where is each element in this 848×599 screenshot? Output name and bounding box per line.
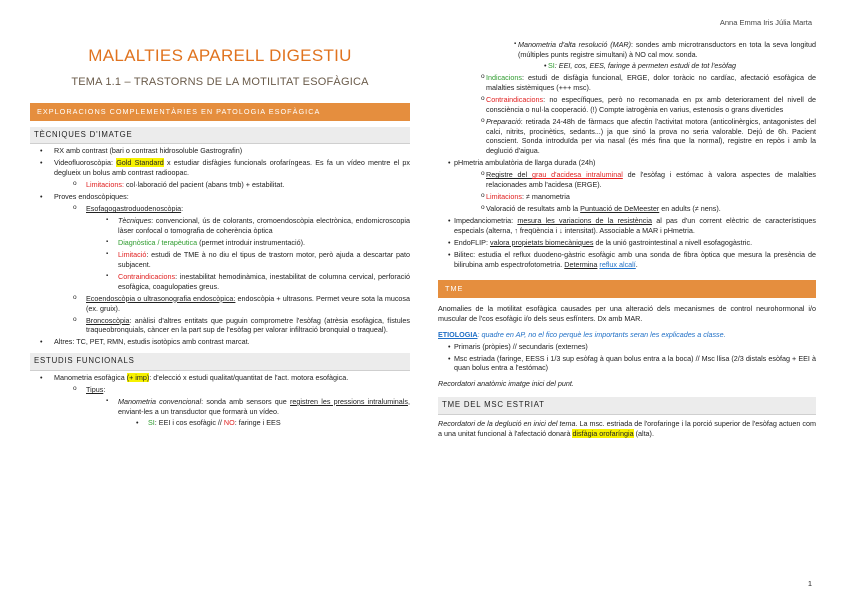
list-item: o Contraindicacions: no específiques, però no recomanada en px amb deteriorament del nivell de consciència o nul·la cooperació. (!) Compte iatrogènia en varius, estenosis o grans diverticles — [438, 95, 816, 115]
list-item: • EndoFLIP: valora propietats biomecàniques de la unió gastrointestinal a nivell esofagogàstric. — [438, 238, 816, 248]
highlight-gold-standard: Gold Standard — [116, 158, 164, 168]
tecniques-list — [30, 146, 410, 347]
list-item: • Bilitec: estudia el reflux duodeno-gàstric esofàgic amb una sonda de fibra òptica que mesura la presència de bilirubina amb espectrofotometria. Determina reflux alcalí. — [438, 250, 816, 270]
page-number: 1 — [807, 578, 812, 588]
list-item: o Esofagogastroduodenoscòpia: — [30, 204, 410, 214]
list-item: o Broncoscòpia: anàlisi d'altres entitats que puguin comprometre l'esòfag (atrèsia esofàgica, fístules traqueobronquials, càncer en la part sup de l'esòfag per valorar infiltració bronquial o traqueal). — [30, 316, 410, 336]
document-title: MALALTIES APARELL DIGESTIU — [88, 46, 352, 65]
list-item: o Limitacions: ≠ manometria — [438, 192, 816, 202]
section-header-tme: TME — [438, 280, 816, 298]
list-item: • pHmetria ambulatòria de llarga durada (24h) — [438, 158, 816, 168]
section-header-exploracions: EXPLORACIONS COMPLEMENTÀRIES EN PATOLOGIA ESOFÀGICA — [30, 103, 410, 121]
tme-definition: Anomalies de la motilitat esofàgica causades per una alteració dels mecanismes de control neurohormonal i/o muscular de l'cos esofàgic i/o dels seus esfínters. Dx amb MAR. — [438, 303, 816, 323]
list-item: o Limitacions: col·laboració del pacient (abans tmb) + estabilitat. — [30, 180, 410, 190]
list-item: o Registre del grau d'acidesa intraluminal de l'esòfag i estómac à valora aspectes de malalties relacionades amb l'acidesa (ERGE). — [438, 170, 816, 190]
anatomic-reminder: Recordatori anatòmic imatge inici del punt. — [438, 379, 574, 389]
msc-estriat-paragraph: Recordatori de la deglució en inici del tema. La msc. estriada de l'orofaringe i la porció superior de l'esòfag actuen com a una unitat funcional à l'afectació donarà disfàgia orofaríngia (alta). — [438, 419, 816, 438]
list-item: ▪ Diagnòstica / terapèutica (permet introduir instrumentació). — [30, 238, 410, 248]
list-item: o Tipus: — [30, 385, 410, 395]
right-column — [438, 38, 816, 439]
subsection-header-msc-estriat: TME DEL MSC ESTRIAT — [438, 397, 816, 415]
list-item: • Videofluoroscòpia: Gold Standard x estudiar disfàgies funcionals orofaríngeas. Es fa un vídeo mentre el px deglueix un bolus amb contrast radioopac. — [30, 158, 410, 178]
list-item: ▪ Limitació: estudi de TME à no diu el tipus de trastorn motor, però ajuda a descartar pato subjacent. — [30, 250, 410, 270]
list-item: ▪ Contraindicacions: inestabilitat hemodinàmica, inestabilitat de columna cervical, perforació esofàgica, coagulopaties greus. — [30, 272, 410, 292]
subsection-header-tecniques: TÈCNIQUES D'IMATGE — [30, 127, 410, 145]
left-column — [30, 40, 410, 428]
etiologia-paragraph: ETIOLOGIA: quadre en AP, no el fico perquè les importants seran les explicades a classe. — [438, 329, 726, 339]
manometria-continued-list — [438, 40, 816, 270]
list-item: • Impedanciometria: mesura les variacions de la resistència al pas d'un corrent elèctric de característiques especials (alterna, ↑ freqüència i ↓ intensitat). Associable a MAR i pHmetria. — [438, 216, 816, 236]
list-item: • Proves endoscòpiques: — [30, 192, 410, 202]
document-subtitle: TEMA 1.1 – TRASTORNS DE LA MOTILITAT ESOFÀGICA — [71, 76, 369, 89]
funcionals-list — [30, 373, 410, 428]
list-item: o Valoració de resultats amb la Puntuació de DeMeester en adults (≠ nens). — [438, 204, 816, 214]
list-item: ▪ Manometria d'alta resolució (MAR): sondes amb microtransductors en tota la seva longitud (múltiples punts registre simultani) à NO cal mov. sonda. — [438, 40, 816, 60]
list-item: • RX amb contrast (bari o contrast hidrosoluble Gastrografin) — [30, 146, 410, 156]
list-item: • Altres: TC, PET, RMN, estudis isotòpics amb contrast marcat. — [30, 337, 410, 347]
list-item: • SI: EEI i cos esofàgic // NO: faringe i EES — [30, 418, 410, 428]
list-item: ▪ Manometria convencional: sonda amb sensors que registren les pressions intraluminals, enviant-les a un transductor que formarà un vídeo. — [30, 397, 410, 417]
list-item: • Primaris (pròpies) // secundaris (externes) — [438, 342, 816, 352]
list-item: • Msc estriada (faringe, EESS i 1/3 sup esòfag à quan bolus entra a la boca) // Msc llisa (2/3 distals esòfag + EEI à quan bolus entra a l'estómac) — [438, 354, 816, 374]
list-item: o Preparació: retirada 24-48h de fàrmacs que afectin l'activitat motora (anticolinèrgics, antagonistes del calci, nitrits, procinètics, sedants...) ja que sinó la prova no seria valorable. Dejú de 6h. Pacient conscient. Sonda introduïda per via nasal (és més fina que la normal), registre en repòs i amb la deglució d'aigua. — [438, 117, 816, 157]
list-item: ▪ Tècniques: convencional, ús de colorants, cromoendoscòpia electrònica, endomicroscopia làser confocal o tomografia de coherència òptica — [30, 216, 410, 236]
list-item: • SI: EEI, cos, EES, faringe à permeten estudi de tot l'esòfag — [438, 61, 816, 71]
list-item: • Manometria esofàgica (+ imp): d'elecció x estudi qualitat/quantitat de l'act. motora esofàgica. — [30, 373, 410, 383]
list-item: o Indicacions: estudi de disfàgia funcional, ERGE, dolor toràcic no cardíac, afectació esofàgica de malalties sistèmiques (+++ msc). — [438, 73, 816, 93]
author-name: Anna Emma Iris Júlia Marta — [719, 18, 812, 27]
subsection-header-funcionals: ESTUDIS FUNCIONALS — [30, 353, 410, 371]
list-item: o Ecoendoscòpia o ultrasonografia endoscòpica: endoscòpia + ultrasons. Permet veure sota la mucosa (ex. gruix). — [30, 294, 410, 314]
etiologia-list — [438, 342, 816, 374]
